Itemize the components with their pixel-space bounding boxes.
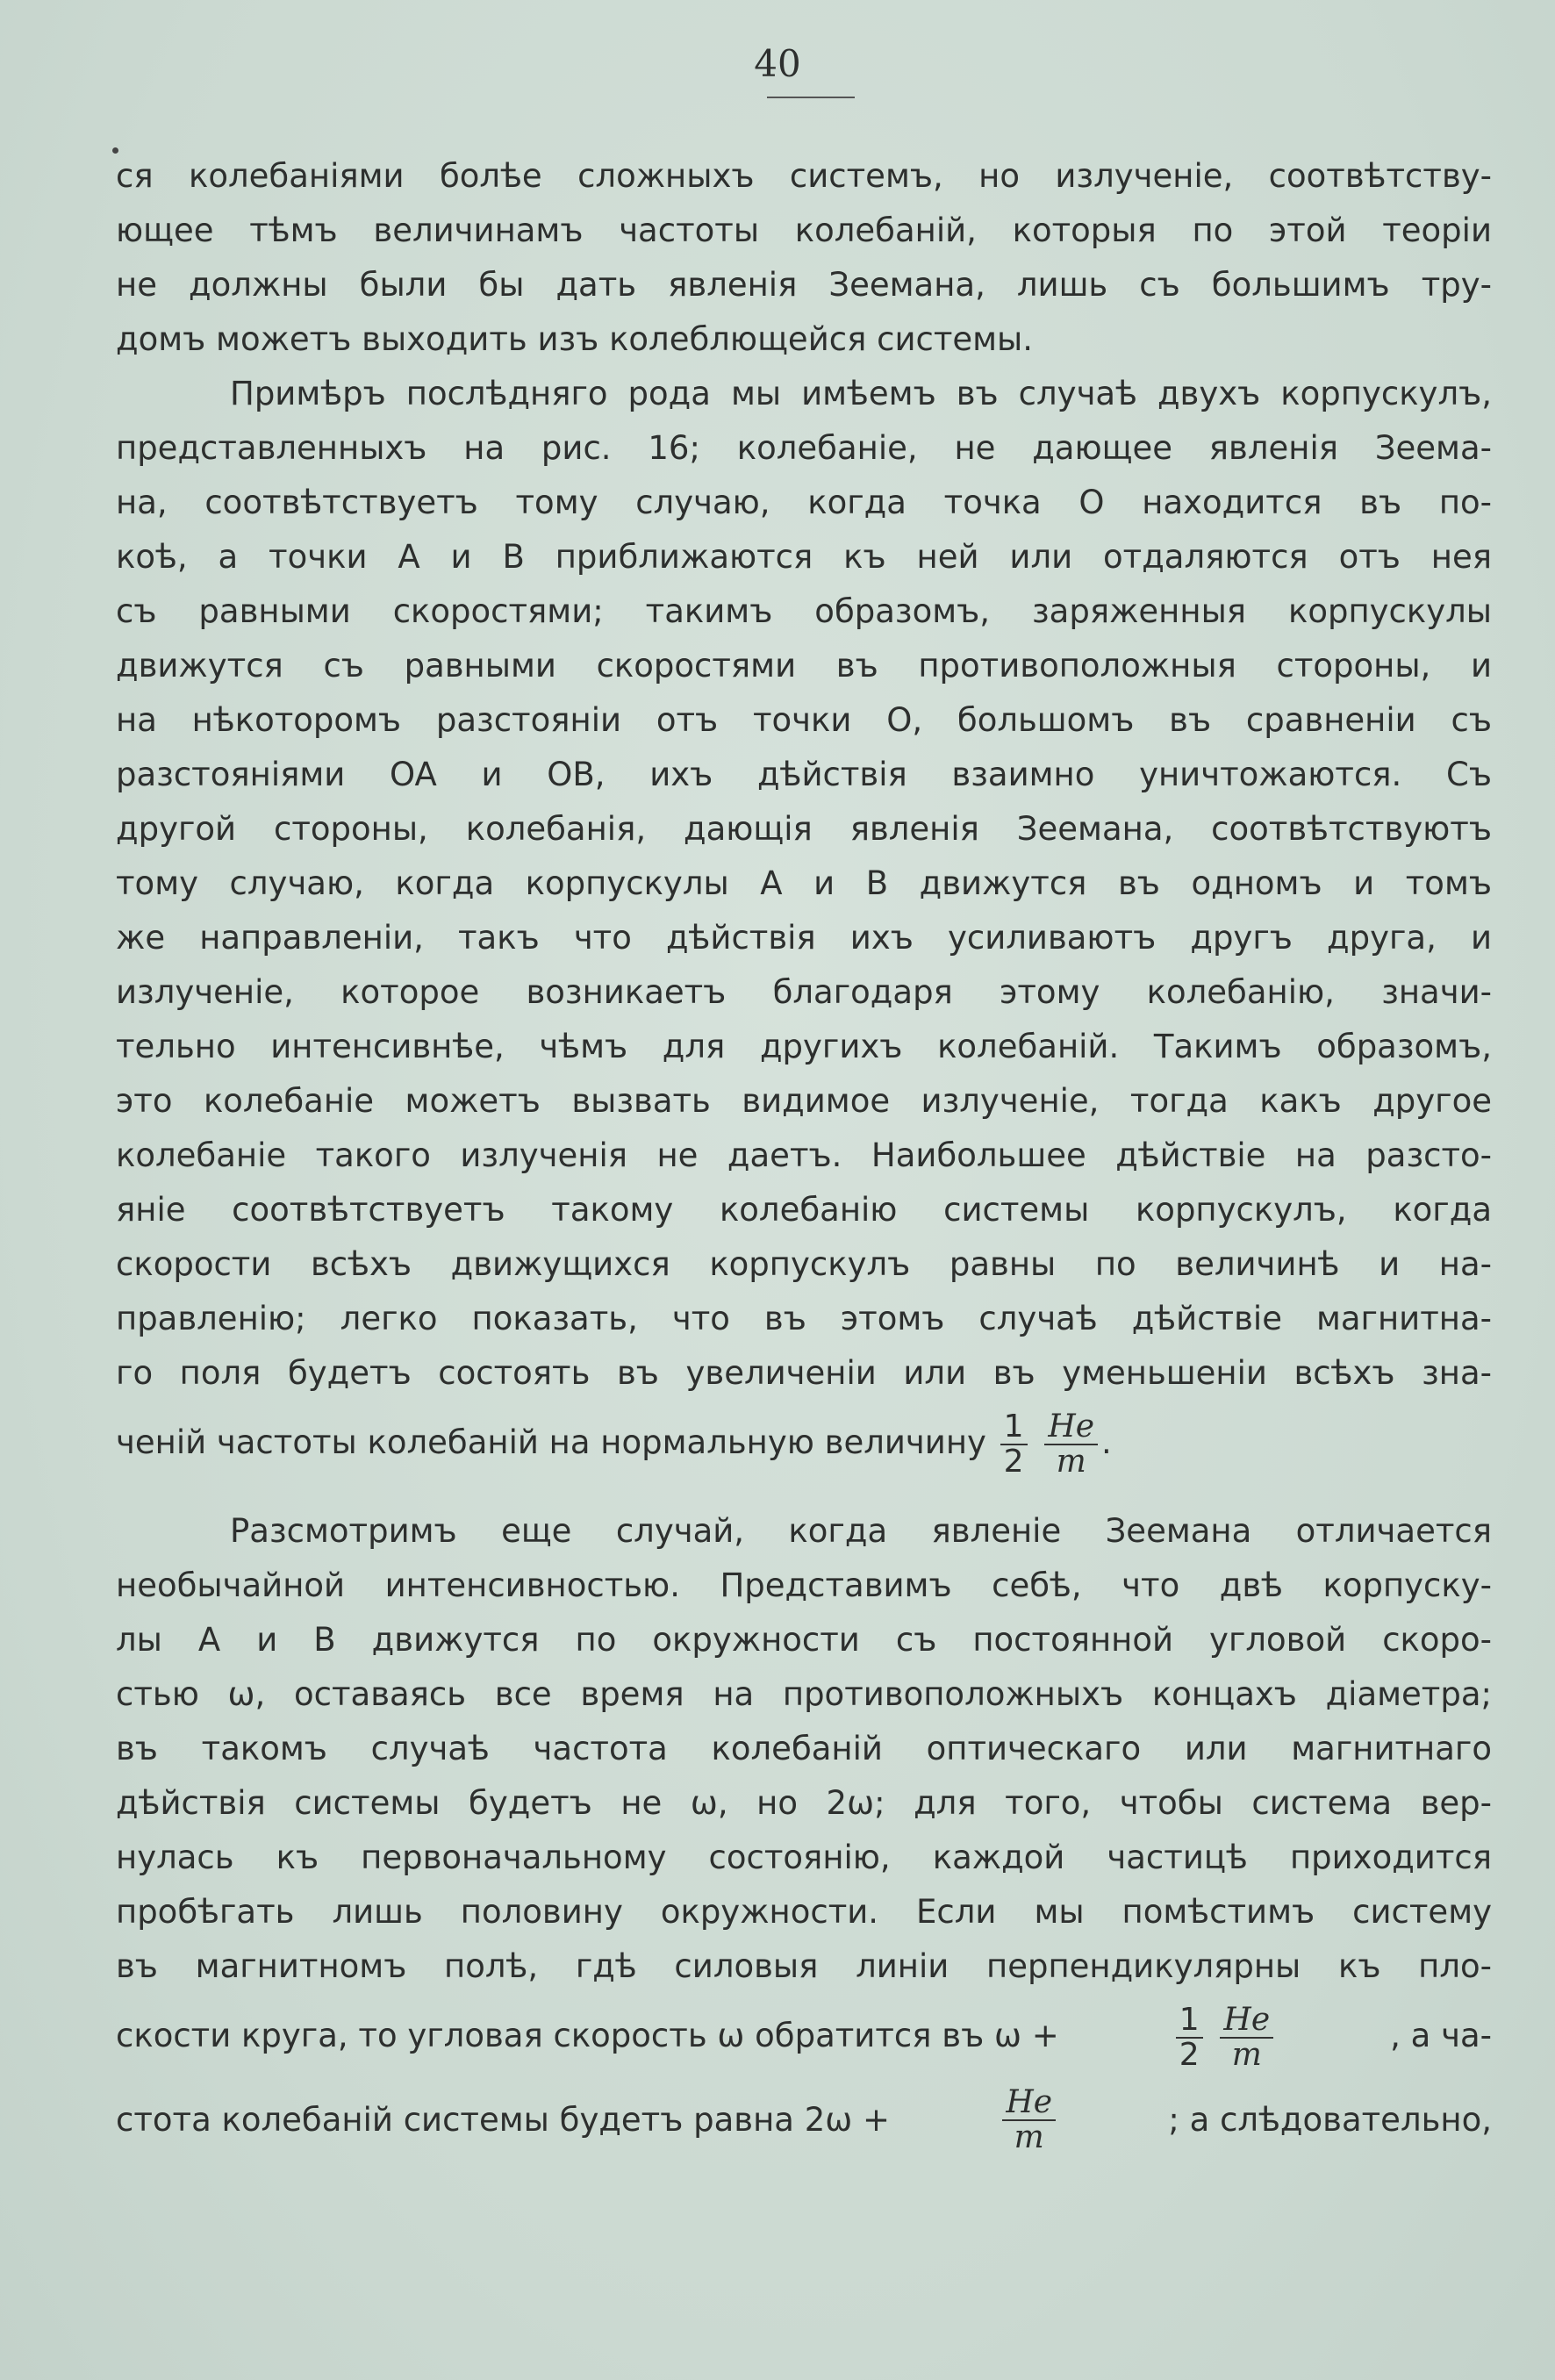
text-line: пробѣгать лишь половину окружности. Если мы помѣстимъ систему (116, 1893, 1492, 1931)
fraction-denominator: 2 (1179, 2036, 1200, 2073)
formula-line-1 (116, 1401, 1492, 1485)
text-line: лы A и B движутся по окружности съ постоянной угловой скоро- (116, 1621, 1492, 1659)
header-rule (767, 97, 855, 98)
text-line: другой стороны, колебанія, дающія явленія Зеемана, соотвѣтствуютъ (116, 810, 1492, 848)
fraction-one-half (1176, 2001, 1203, 2073)
fraction-denominator: 2 (1003, 1443, 1024, 1480)
fraction-he-over-m (1044, 1410, 1098, 1479)
text-span: . (1101, 1423, 1112, 1461)
fraction-denominator: m (1014, 2119, 1044, 2155)
text-line: въ магнитномъ полѣ, гдѣ силовыя линіи перпендикулярны къ пло- (116, 1947, 1492, 1985)
text-line: на, соотвѣтствуетъ тому случаю, когда точка O находится въ по- (116, 484, 1492, 521)
text-span: ченій частоты колебаній на нормальную величину (116, 1423, 986, 1461)
fraction-he-over-m (1220, 2001, 1273, 2073)
body-text (116, 149, 1492, 2162)
text-line: на нѣкоторомъ разстояніи отъ точки O, большомъ въ сравненіи съ (116, 701, 1492, 739)
text-line: колебаніе такого излученія не даетъ. Наибольшее дѣйствіе на разсто- (116, 1136, 1492, 1174)
fraction-denominator: m (1056, 1443, 1086, 1480)
text-line: движутся съ равными скоростями въ противоположныя стороны, и (116, 647, 1492, 685)
paragraph-2 (116, 367, 1492, 1485)
text-line: домъ можетъ выходить изъ колеблющейся системы. (116, 320, 1034, 358)
text-span: стота колебаній системы будетъ равна 2ω + (116, 2101, 891, 2139)
fraction-numerator: He (1220, 2004, 1273, 2039)
text-line: въ такомъ случаѣ частота колебаній оптическаго или магнитнаго (116, 1730, 1492, 1767)
fraction-denominator: m (1231, 2036, 1262, 2073)
fraction-he-over-m (1002, 2086, 1056, 2154)
text-line: дѣйствія системы будетъ не ω, но 2ω; для того, чтобы система вер- (116, 1784, 1492, 1822)
fraction-numerator: 1 (1000, 1410, 1028, 1445)
fraction-one-half (1000, 1410, 1028, 1479)
text-line: разстояніями OA и OB, ихъ дѣйствія взаимно уничтожаются. Съ (116, 756, 1492, 793)
text-line: Примѣръ послѣдняго рода мы имѣемъ въ случаѣ двухъ корпускулъ, (230, 375, 1492, 412)
text-span: скости круга, то угловая скорость ω обратится въ ω + (116, 2017, 1059, 2054)
text-line: не должны были бы дать явленія Зеемана, лишь съ большимъ тру- (116, 266, 1492, 304)
paragraph-1 (116, 149, 1492, 367)
text-line: ся колебаніями болѣе сложныхъ системъ, но излученіе, соотвѣтству- (116, 157, 1492, 195)
text-line: тельно интенсивнѣе, чѣмъ для другихъ колебаній. Такимъ образомъ, (116, 1028, 1492, 1065)
text-line: тому случаю, когда корпускулы A и B движутся въ одномъ и томъ (116, 864, 1492, 902)
text-line: съ равными скоростями; такимъ образомъ, заряженныя корпускулы (116, 592, 1492, 630)
text-line: ющее тѣмъ величинамъ частоты колебаній, которыя по этой теоріи (116, 211, 1492, 249)
text-line: это колебаніе можетъ вызвать видимое излученіе, тогда какъ другое (116, 1082, 1492, 1120)
text-line: нулась къ первоначальному состоянію, каждой частицѣ приходится (116, 1839, 1492, 1876)
page-number: 40 (754, 42, 801, 85)
text-span: , а ча- (1390, 2017, 1492, 2054)
text-line: яніе соотвѣтствуетъ такому колебанію системы корпускулъ, когда (116, 1191, 1492, 1229)
text-line: стью ω, оставаясь все время на противоположныхъ концахъ діаметра; (116, 1675, 1492, 1713)
fraction-numerator: He (1044, 1410, 1098, 1445)
fraction-numerator: He (1002, 2086, 1056, 2121)
text-line: правленію; легко показать, что въ этомъ случаѣ дѣйствіе магнитна- (116, 1300, 1492, 1337)
text-line: Разсмотримъ еще случай, когда явленіе Зеемана отличается (230, 1512, 1492, 1550)
text-line: представленныхъ на рис. 16; колебаніе, не дающее явленія Зеема- (116, 429, 1492, 467)
text-line: необычайной интенсивностью. Представимъ себѣ, что двѣ корпуску- (116, 1566, 1492, 1604)
paragraph-3 (116, 1504, 1492, 2162)
text-line: коѣ, а точки A и B приближаются къ ней или отдаляются отъ нея (116, 538, 1492, 576)
formula-line-2 (116, 1994, 1492, 2078)
text-line: же направленіи, такъ что дѣйствія ихъ усиливаютъ другъ друга, и (116, 919, 1492, 957)
text-line: скорости всѣхъ движущихся корпускулъ равны по величинѣ и на- (116, 1245, 1492, 1283)
formula-line-3 (116, 2078, 1492, 2162)
text-line: го поля будетъ состоять въ увеличеніи или въ уменьшеніи всѣхъ зна- (116, 1354, 1492, 1392)
text-line: излученіе, которое возникаетъ благодаря этому колебанію, значи- (116, 973, 1492, 1011)
fraction-numerator: 1 (1176, 2004, 1203, 2039)
text-span: ; а слѣдовательно, (1168, 2101, 1492, 2139)
